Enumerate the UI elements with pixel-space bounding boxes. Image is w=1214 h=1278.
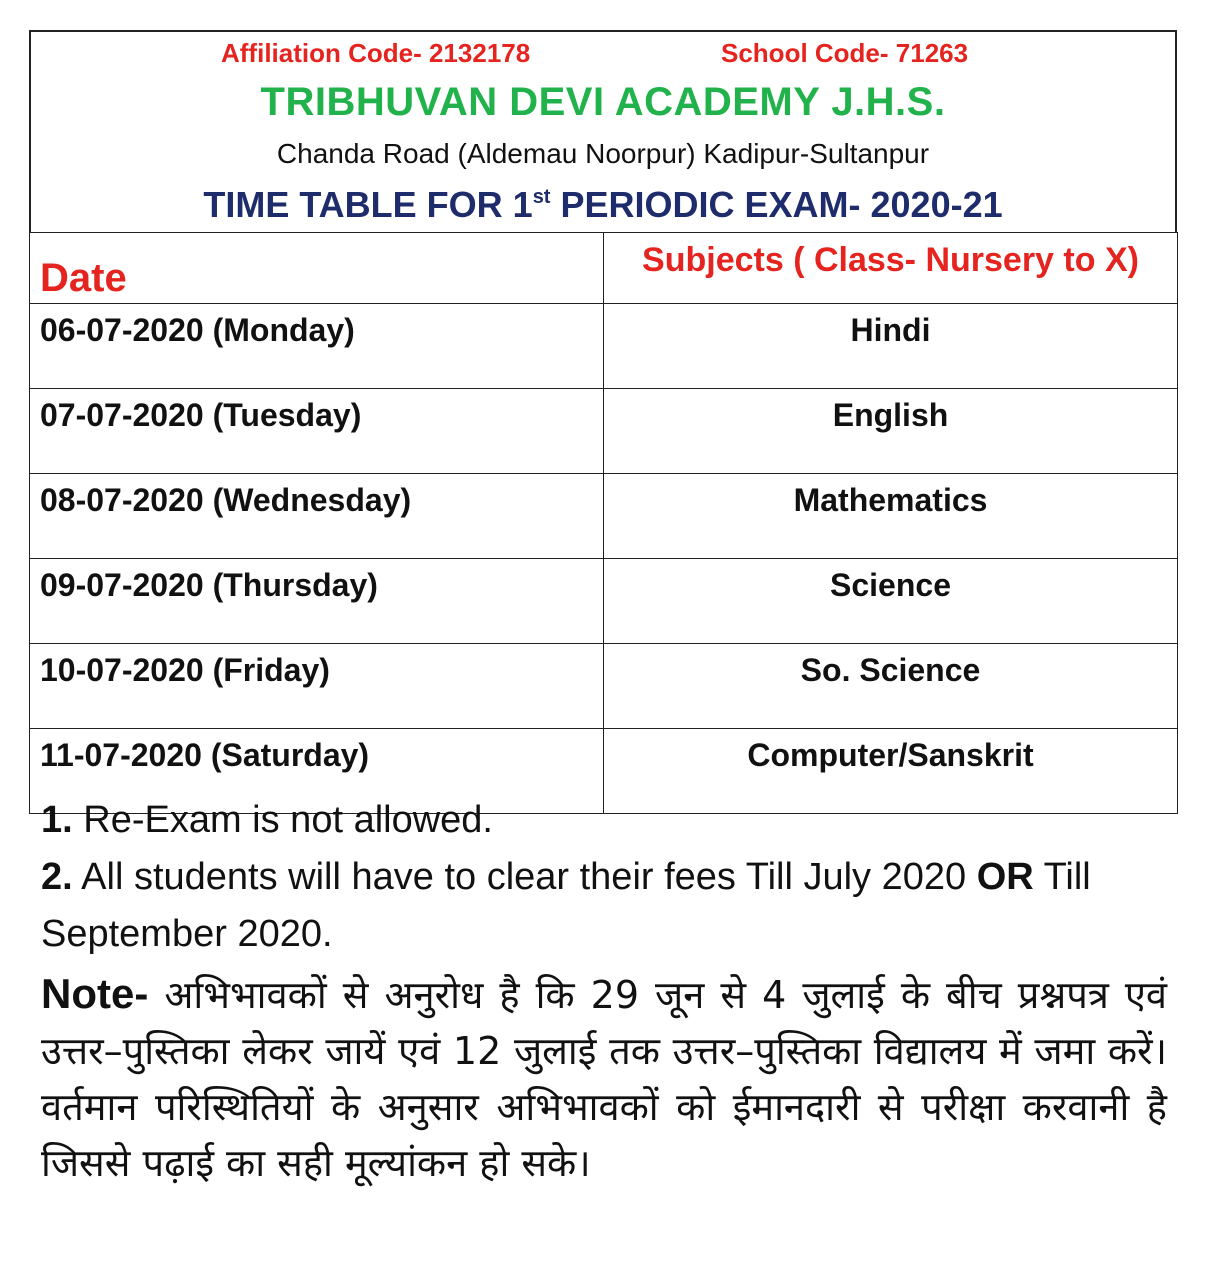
row-subject: So. Science (604, 644, 1178, 729)
column-header-date: Date (30, 233, 604, 304)
row-subject: Computer/Sanskrit (604, 729, 1178, 814)
timetable-sheet (29, 30, 1177, 814)
notes-list (41, 792, 1171, 963)
exam-table (29, 232, 1178, 814)
note-item-2 (41, 849, 1171, 963)
school-name: TRIBHUVAN DEVI ACADEMY J.H.S. (260, 80, 946, 124)
school-code: School Code- 71263 (721, 38, 969, 68)
note-item-2-text-b: Till September 2020. (41, 856, 1091, 955)
row-subject: Hindi (604, 304, 1178, 389)
note-item-2-number: 2. (41, 856, 73, 898)
note-item-1 (41, 792, 1171, 849)
table-row (30, 304, 1178, 389)
row-subject: Mathematics (604, 474, 1178, 559)
table-row (30, 474, 1178, 559)
row-date: 06-07-2020 (Monday) (30, 304, 604, 389)
table-header-row (30, 233, 1178, 304)
header-box (29, 30, 1177, 232)
row-date: 09-07-2020 (Thursday) (30, 559, 604, 644)
codes-row (31, 38, 1175, 74)
row-date: 08-07-2020 (Wednesday) (30, 474, 604, 559)
school-address: Chanda Road (Aldemau Noorpur) Kadipur-Sultanpur (276, 138, 930, 169)
row-date: 11-07-2020 (Saturday) (30, 729, 604, 814)
row-subject: Science (604, 559, 1178, 644)
table-row (30, 389, 1178, 474)
table-row (30, 559, 1178, 644)
hindi-note-text: अभिभावकों से अनुरोध है कि 29 जून से 4 जुलाई के बीच प्रश्नपत्र एवं उत्तर–पुस्तिका लेकर जायें एवं 12 जुलाई तक उत्तर–पुस्तिका विद्यालय में जमा करें। वर्तमान परिस्थितियों के अनुसार अभिभावकों को ईमानदारी से परीक्षा करवानी है जिससे पढ़ाई का सही मूल्यांकन हो सके। (41, 973, 1167, 1185)
column-header-subjects: Subjects ( Class- Nursery to X) (604, 233, 1178, 304)
table-row (30, 644, 1178, 729)
title-suffix: PERIODIC EXAM- 2020-21 (550, 184, 1003, 225)
note-item-1-number: 1. (41, 799, 73, 841)
note-item-2-text-a: All students will have to clear their fees Till July 2020 (72, 856, 977, 898)
row-date: 07-07-2020 (Tuesday) (30, 389, 604, 474)
title-prefix: TIME TABLE FOR 1 (203, 184, 533, 225)
note-item-1-text: Re-Exam is not allowed. (72, 799, 493, 841)
row-date: 10-07-2020 (Friday) (30, 644, 604, 729)
timetable-title (31, 184, 1175, 226)
row-subject: English (604, 389, 1178, 474)
affiliation-code: Affiliation Code- 2132178 (221, 38, 531, 68)
title-superscript: st (532, 186, 551, 208)
note-label: Note- (41, 970, 149, 1017)
note-item-2-or: OR (976, 856, 1034, 898)
hindi-note (41, 966, 1167, 1191)
